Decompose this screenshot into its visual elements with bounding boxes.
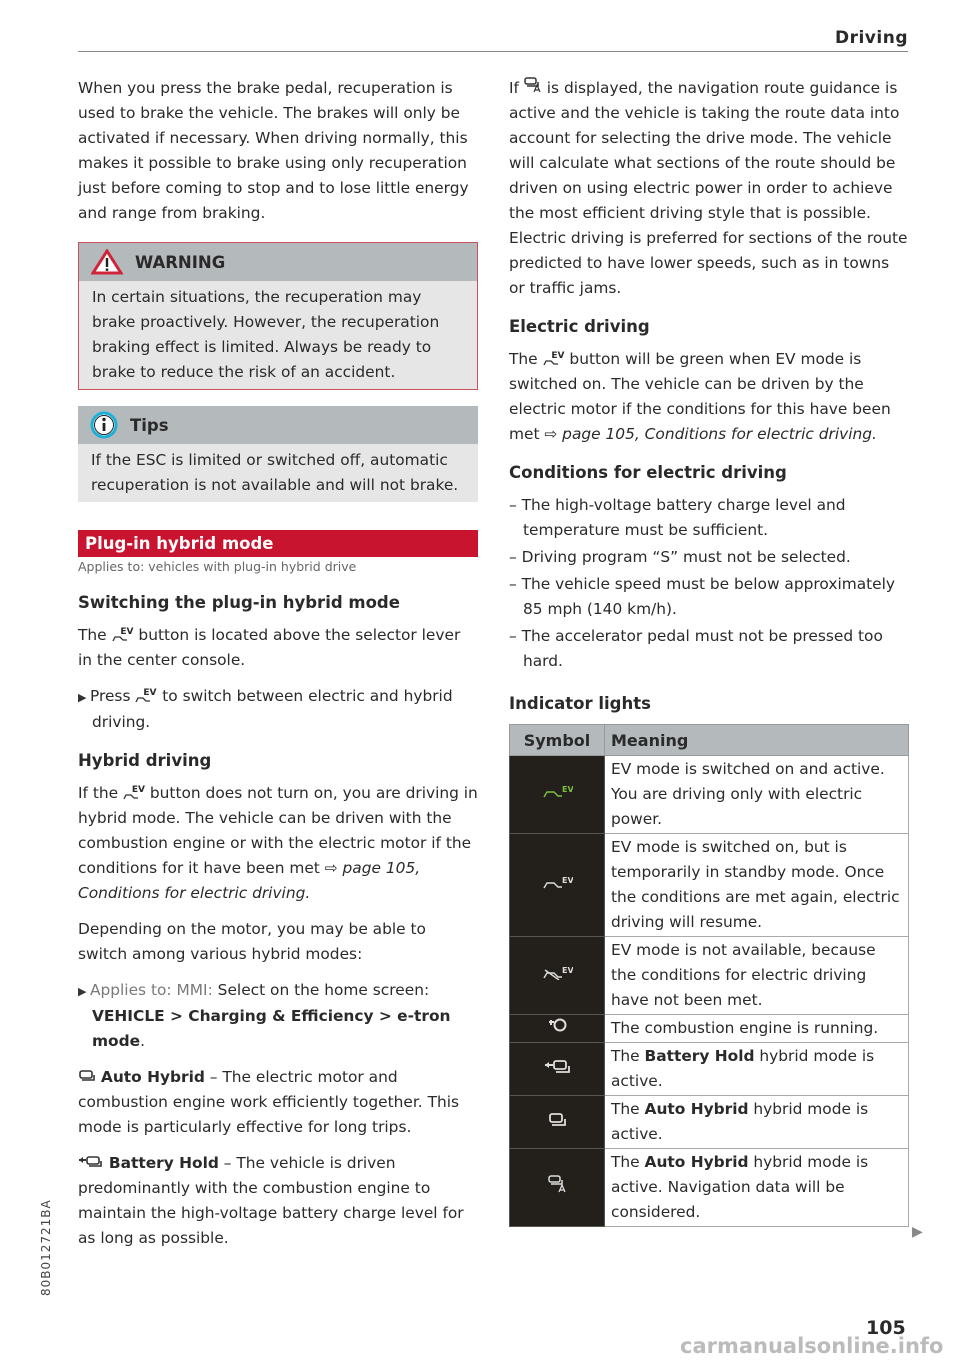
text: button does not turn on, you are driving in hybrid mode. The vehicle can be driven with the combustion engine or with the electric motor if the conditions for it have been met [78,784,478,877]
table-row [510,1149,909,1227]
text: button is located above the selector lever in the center console. [78,626,461,669]
left-column [78,76,478,1262]
meaning-cell: EV mode is switched on, but is temporarily in standby mode. Once the conditions are met again, electric driving will resume. [605,834,909,937]
ev-button-icon: EV [123,786,145,800]
text: Select on the home screen: [212,981,430,999]
ev-unavailable-icon [510,937,605,1015]
text: The [78,626,112,644]
meaning-cell: The Auto Hybrid hybrid mode is active. Navigation data will be considered. [605,1149,909,1227]
auto-hybrid-nav-icon [510,1149,605,1227]
battery-hold-icon [510,1043,605,1096]
svg-text:EV: EV [561,875,573,885]
table-row [510,834,909,937]
page-link[interactable]: ⇨ page 105, Conditions for electric driving. [78,859,421,902]
applies-mmi: Applies to: MMI: [89,981,213,999]
column-header: Meaning [605,725,909,756]
ev-button-icon: EV [543,352,565,366]
auto-hybrid-nav-icon [524,77,542,93]
page-number: 105 [866,1317,906,1339]
battery-hold-paragraph [78,1151,478,1251]
column-header: Symbol [510,725,605,756]
warning-body: In certain situations, the recuperation may brake proactively. However, the recuperation braking effect is limited. Always be ready to brake to reduce the risk of an accident. [92,288,440,381]
mode-name: Battery Hold [108,1154,219,1172]
heading-indicator: Indicator lights [509,694,651,713]
warning-box [78,242,478,390]
table-row [510,1043,909,1096]
list-item: – Driving program “S” must not be selected. [509,548,851,566]
meaning-cell: The Auto Hybrid hybrid mode is active. [605,1096,909,1149]
meaning-cell: The combustion engine is running. [605,1015,909,1043]
text: The [509,350,543,368]
text: to switch between electric and hybrid driving. [92,687,453,731]
heading-switching: Switching the plug-in hybrid mode [78,593,400,612]
ev-button-icon: EV [135,689,157,703]
page-link[interactable]: ⇨ page 105, Conditions for electric driving. [544,425,877,443]
list-item: – The high-voltage battery charge level and temperature must be sufficient. [509,496,846,539]
text: button will be green when EV mode is switched on. The vehicle can be driven by the electric motor if the conditions for this have been met [509,350,891,443]
auto-hybrid-icon [510,1096,605,1149]
meaning-cell: EV mode is switched on and active. You are driving only with electric power. [605,756,909,834]
applies-to: Applies to: vehicles with plug-in hybrid drive [78,559,357,574]
indicator-table [509,724,909,1227]
table-row [510,937,909,1015]
auto-hybrid-paragraph [78,1065,478,1140]
heading-hybrid: Hybrid driving [78,751,212,770]
conditions-list [509,493,909,674]
section-title: Driving [834,28,908,48]
text: – The electric motor and combustion engine work efficiently together. This mode is particularly effective for long trips. [78,1068,460,1136]
info-icon [90,411,118,439]
menu-path-etron: e-tron mode [92,1007,451,1050]
svg-text:EV: EV [561,966,573,975]
heading-electric: Electric driving [509,317,650,336]
svg-text:EV: EV [561,785,573,794]
continue-arrow-icon: ▶ [912,1224,923,1240]
text: If [509,79,524,97]
meaning-cell: The Battery Hold hybrid mode is active. [605,1043,909,1096]
tips-body: If the ESC is limited or switched off, automatic recuperation is not available and will not brake. [91,451,459,494]
modes-paragraph: Depending on the motor, you may be able to switch among various hybrid modes: [78,920,426,963]
meaning-cell: EV mode is not available, because the conditions for electric driving have not been met. [605,937,909,1015]
menu-path-charging: Charging & Efficiency [188,1007,374,1025]
electric-paragraph [509,347,909,447]
text: . [140,1032,145,1050]
mode-name: Auto Hybrid [100,1068,205,1086]
text: If the [78,784,123,802]
list-item: – The vehicle speed must be below approximately 85 mph (140 km/h). [509,575,896,618]
document-code: 80B012721BA [39,1199,53,1296]
text: is displayed, the navigation route guidance is active and the vehicle is taking the route data into account for selecting the drive mode. The vehicle will calculate what sections of the route should be driven on using electric power in order to achieve the most efficient driving style that is possible. Electric driving is preferred for sections of the route predicted to have lower speeds, such as in towns or traffic jams. [509,79,908,297]
nav-paragraph [509,76,909,301]
right-column [509,76,909,1227]
auto-hybrid-icon [78,1069,96,1082]
warning-icon [91,249,123,275]
ev-button-icon: EV [112,628,134,642]
table-row [510,1096,909,1149]
combustion-engine-icon [510,1015,605,1043]
step-mmi: ▶ Applies to: MMI: Select on the home screen: VEHICLE > Charging & Efficiency > e-tron mode. [78,981,451,1050]
text: – The vehicle is driven predominantly with the combustion engine to maintain the high-voltage battery charge level for as long as possible. [78,1154,464,1247]
switch-paragraph [78,623,478,673]
step-press-ev: ▶ Press EV to switch between electric and hybrid driving. [78,687,453,731]
tips-box [78,406,478,502]
heading-conditions: Conditions for electric driving [509,463,787,482]
page-header [78,24,908,52]
menu-path-vehicle: VEHICLE [92,1007,165,1025]
table-row [510,756,909,834]
tips-title: Tips [130,415,169,435]
separator: > [373,1007,398,1025]
watermark: carmanualsonline.info [680,1334,944,1358]
ev-standby-icon [510,834,605,937]
ev-active-icon [510,756,605,834]
table-row [510,1015,909,1043]
list-item: – The accelerator pedal must not be pressed too hard. [509,627,883,670]
hybrid-paragraph [78,781,478,906]
intro-paragraph: When you press the brake pedal, recuperation is used to brake the vehicle. The brakes will only be activated if necessary. When driving normally, this makes it possible to brake using only recuperation just before coming to stop and to lose little energy and range from braking. [78,79,469,222]
warning-title: WARNING [135,252,226,272]
separator: > [164,1007,189,1025]
battery-hold-icon [78,1155,104,1168]
section-banner: Plug-in hybrid mode [78,530,478,557]
text: Press [89,687,136,705]
